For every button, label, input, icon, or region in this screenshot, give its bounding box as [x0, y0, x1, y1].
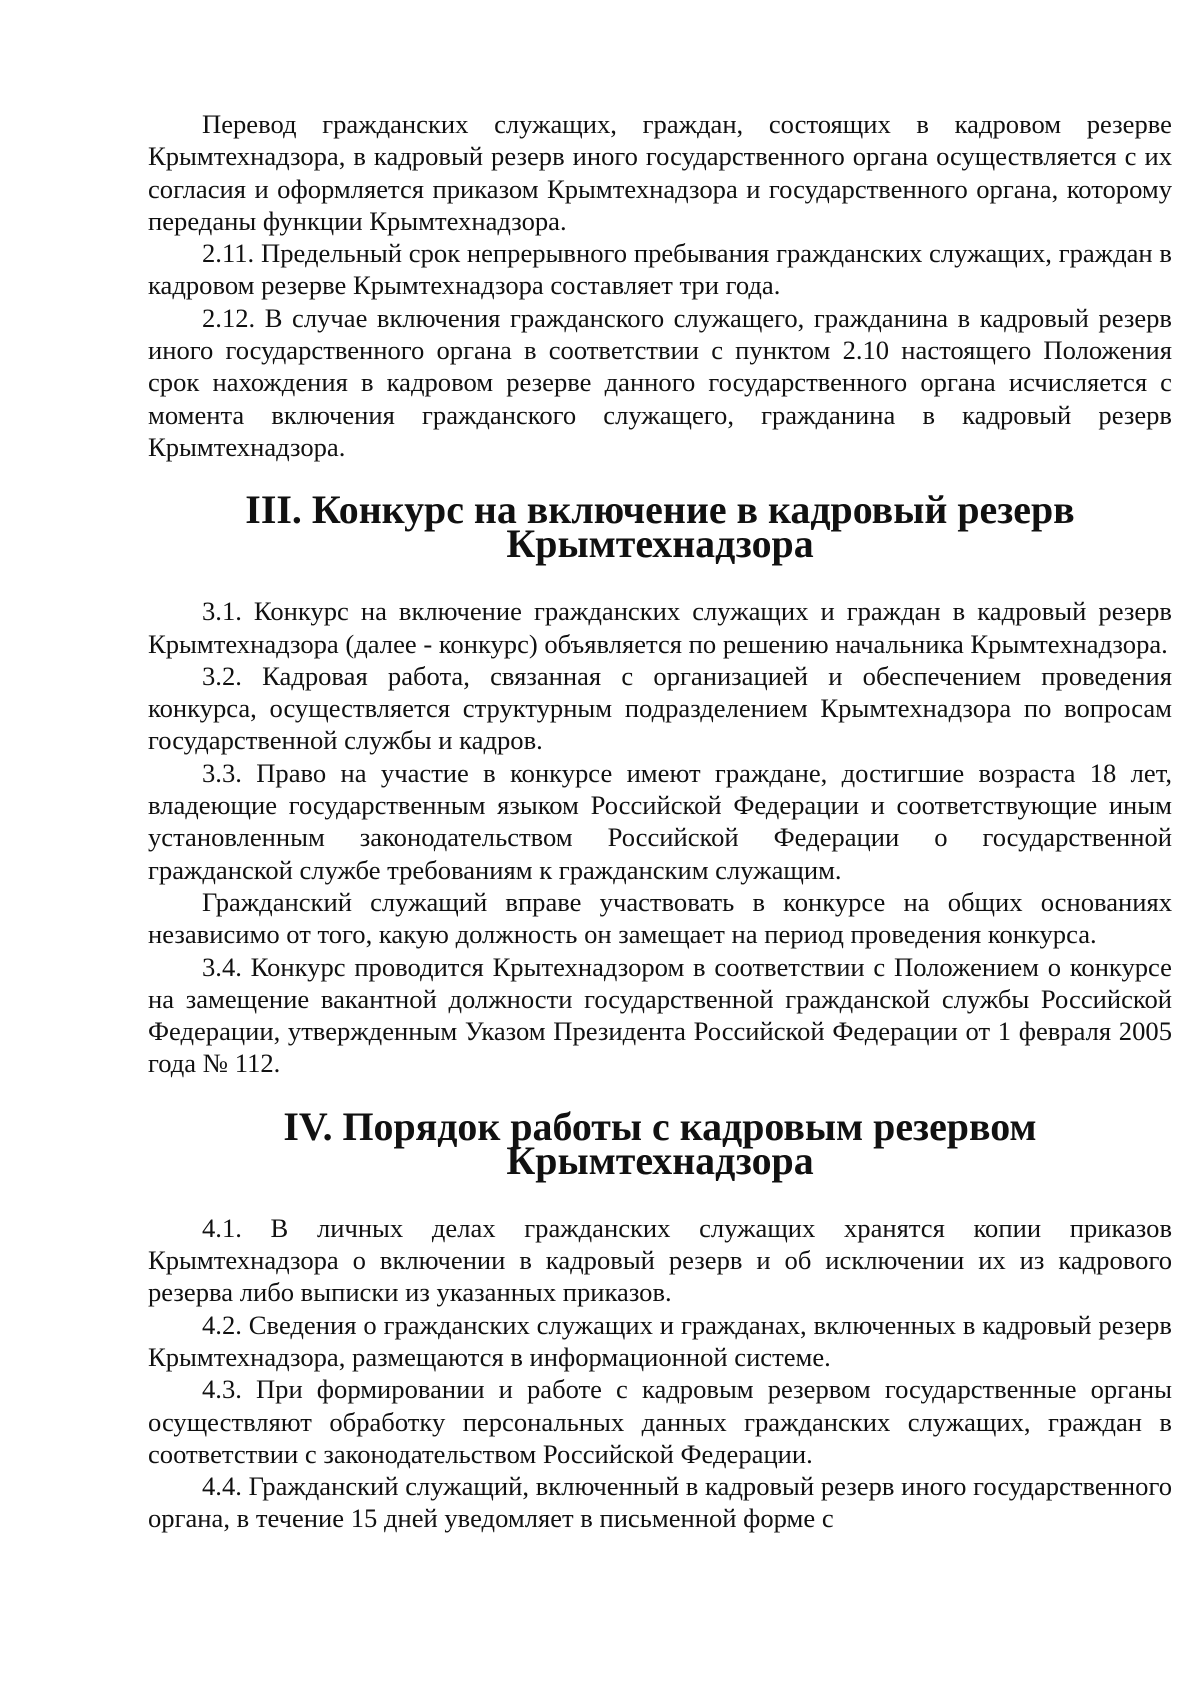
paragraph-civil-servant-right: Гражданский служащий вправе участвовать в конкурсе на общих основаниях независимо от того, какую должность он замещает на период проведения конкурса. [148, 886, 1172, 950]
paragraph-2-11: 2.11. Предельный срок непрерывного пребывания гражданских служащих, граждан в кадровом резерве Крымтехнадзора составляет три года. [148, 238, 1172, 301]
section-3-heading-line-2: Крымтехнадзора [506, 521, 814, 567]
spacer [148, 561, 1172, 595]
paragraph-4-1: 4.1. В личных делах гражданских служащих хранятся копии приказов Крымтехнадзора о включении в кадровый резерв и об исключении их из кадрового резерва либо выписки из указанных приказов. [148, 1212, 1172, 1308]
paragraph-3-3: 3.3. Право на участие в конкурсе имеют граждане, достигшие возраста 18 лет, владеющие государственным языком Российской Федерации и соответствующие иным установленным законодательством Российской Федерации о государственной гражданской службе требованиям к гражданским служащим. [148, 757, 1172, 885]
paragraph-4-2: 4.2. Сведения о гражданских служащих и гражданах, включенных в кадровый резерв Крымтехнадзора, размещаются в информационной системе. [148, 1309, 1172, 1372]
section-3-heading-line-1: III. Конкурс на включение в кадровый резерв [245, 487, 1075, 533]
paragraph-4-4: 4.4. Гражданский служащий, включенный в кадровый резерв иного государственного органа, в течение 15 дней уведомляет в письменной форме с [148, 1471, 1172, 1534]
section-3-heading [148, 487, 1172, 567]
document-page [148, 108, 1172, 1535]
spacer [148, 1178, 1172, 1212]
section-4-heading-line-1: IV. Порядок работы с кадровым резервом [283, 1103, 1037, 1149]
paragraph-2-12: 2.12. В случае включения гражданского служащего, гражданина в кадровый резерв иного государственного органа в соответствии с пунктом 2.10 настоящего Положения срок нахождения в кадровом резерве данного государственного органа исчисляется с момента включения гражданского служащего, гражданина в кадровый резерв Крымтехнадзора. [148, 302, 1172, 462]
paragraph-3-4: 3.4. Конкурс проводится Крытехнадзором в соответствии с Положением о конкурсе на замещение вакантной должности государственной гражданской службы Российской Федерации, утвержденным Указом Президента Российской Федерации от 1 февраля 2005 года № 112. [148, 951, 1172, 1079]
paragraph-4-3: 4.3. При формировании и работе с кадровым резервом государственные органы осуществляют обработку персональных данных гражданских служащих, граждан в соответствии с законодательством Российской Федерации. [148, 1374, 1172, 1469]
section-4-heading [148, 1103, 1172, 1183]
paragraph-transfer: Перевод гражданских служащих, граждан, состоящих в кадровом резерве Крымтехнадзора, в кадровый резерв иного государственного органа осуществляется с их согласия и оформляется приказом Крымтехнадзора и государственного органа, которому переданы функции Крымтехнадзора. [148, 109, 1172, 236]
section-4-heading-line-2: Крымтехнадзора [506, 1137, 814, 1183]
paragraph-3-2: 3.2. Кадровая работа, связанная с организацией и обеспечением проведения конкурса, осуществляется структурным подразделением Крымтехнадзора по вопросам государственной службы и кадров. [148, 660, 1172, 756]
paragraph-3-1: 3.1. Конкурс на включение гражданских служащих и граждан в кадровый резерв Крымтехнадзора (далее - конкурс) объявляется по решению начальника Крымтехнадзора. [148, 596, 1172, 659]
